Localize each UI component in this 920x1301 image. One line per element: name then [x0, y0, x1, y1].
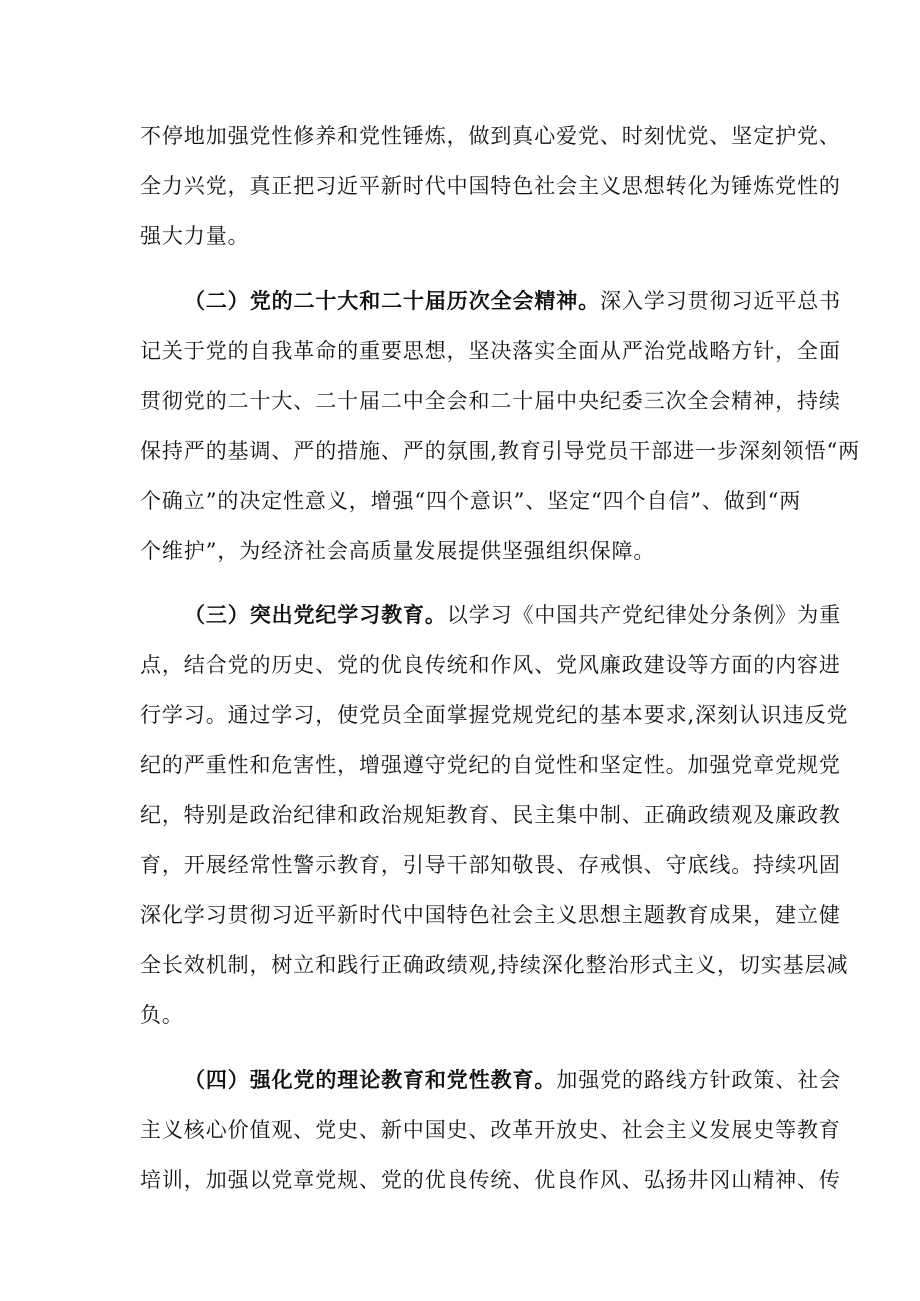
paragraph-4-line-2: 主义核心价值观、党史、新中国史、改革开放史、社会主义发展史等教育 — [140, 1118, 841, 1142]
paragraph-2-line-6: 个维护”，为经济社会高质量发展提供坚强组织保障。 — [140, 539, 656, 563]
paragraph-3-heading: （三）突出党纪学习教育。 — [184, 602, 447, 627]
paragraph-3-line-8: 全长效机制，树立和践行正确政绩观,持续深化整治形式主义，切实基层减 — [140, 953, 849, 977]
paragraph-4-line-3: 培训，加强以党章党规、党的优良传统、优良作风、弘扬井冈山精神、传 — [140, 1168, 841, 1192]
paragraph-2-first-line — [184, 286, 841, 316]
paragraph-3-line-7: 深化学习贯彻习近平新时代中国特色社会主义思想主题教育成果，建立健 — [140, 903, 841, 927]
paragraph-3-line-6: 育，开展经常性警示教育，引导干部知敬畏、存戒惧、守底线。持续巩固 — [140, 853, 841, 877]
paragraph-1-line-3: 强大力量。 — [140, 224, 250, 248]
paragraph-4-first-line — [184, 1065, 841, 1095]
paragraph-1-line-2: 全力兴党，真正把习近平新时代中国特色社会主义思想转化为锤炼党性的 — [140, 174, 841, 198]
paragraph-1-line-1: 不停地加强党性修养和党性锤炼，做到真心爱党、时刻忧党、坚定护党、 — [140, 124, 841, 148]
paragraph-4-heading: （四）强化党的理论教育和党性教育。 — [184, 1067, 557, 1092]
paragraph-3-line-5: 纪，特别是政治纪律和政治规矩教育、民主集中制、正确政绩观及廉政教 — [140, 803, 841, 827]
paragraph-3-first-line-text: 以学习《中国共产党纪律处分条例》为重 — [446, 603, 842, 627]
paragraph-2-heading: （二）党的二十大和二十届历次全会精神。 — [184, 288, 601, 313]
paragraph-3-line-2: 点，结合党的历史、党的优良传统和作风、党风廉政建设等方面的内容进 — [140, 653, 841, 677]
paragraph-3-first-line — [184, 600, 841, 630]
paragraph-3-line-9: 负。 — [140, 1003, 184, 1027]
paragraph-2-line-2: 记关于党的自我革命的重要思想，坚决落实全面从严治党战略方针，全面 — [140, 339, 841, 363]
paragraph-4-first-line-text: 加强党的路线方针政策、社会 — [556, 1068, 842, 1092]
paragraph-2-first-line-text: 深入学习贯彻习近平总书 — [600, 289, 842, 313]
paragraph-2-line-3: 贯彻党的二十大、二十届二中全会和二十届中央纪委三次全会精神，持续 — [140, 389, 841, 413]
paragraph-3-line-3: 行学习。通过学习，使党员全面掌握党规党纪的基本要求,深刻认识违反党 — [140, 703, 849, 727]
paragraph-2-line-4: 保持严的基调、严的措施、严的氛围,教育引导党员干部进一步深刻领悟“两 — [140, 439, 861, 463]
paragraph-3-line-4: 纪的严重性和危害性，增强遵守党纪的自觉性和坚定性。加强党章党规党 — [140, 753, 841, 777]
paragraph-2-line-5: 个确立”的决定性意义，增强“四个意识”、坚定“四个自信”、做到“两 — [140, 489, 802, 513]
